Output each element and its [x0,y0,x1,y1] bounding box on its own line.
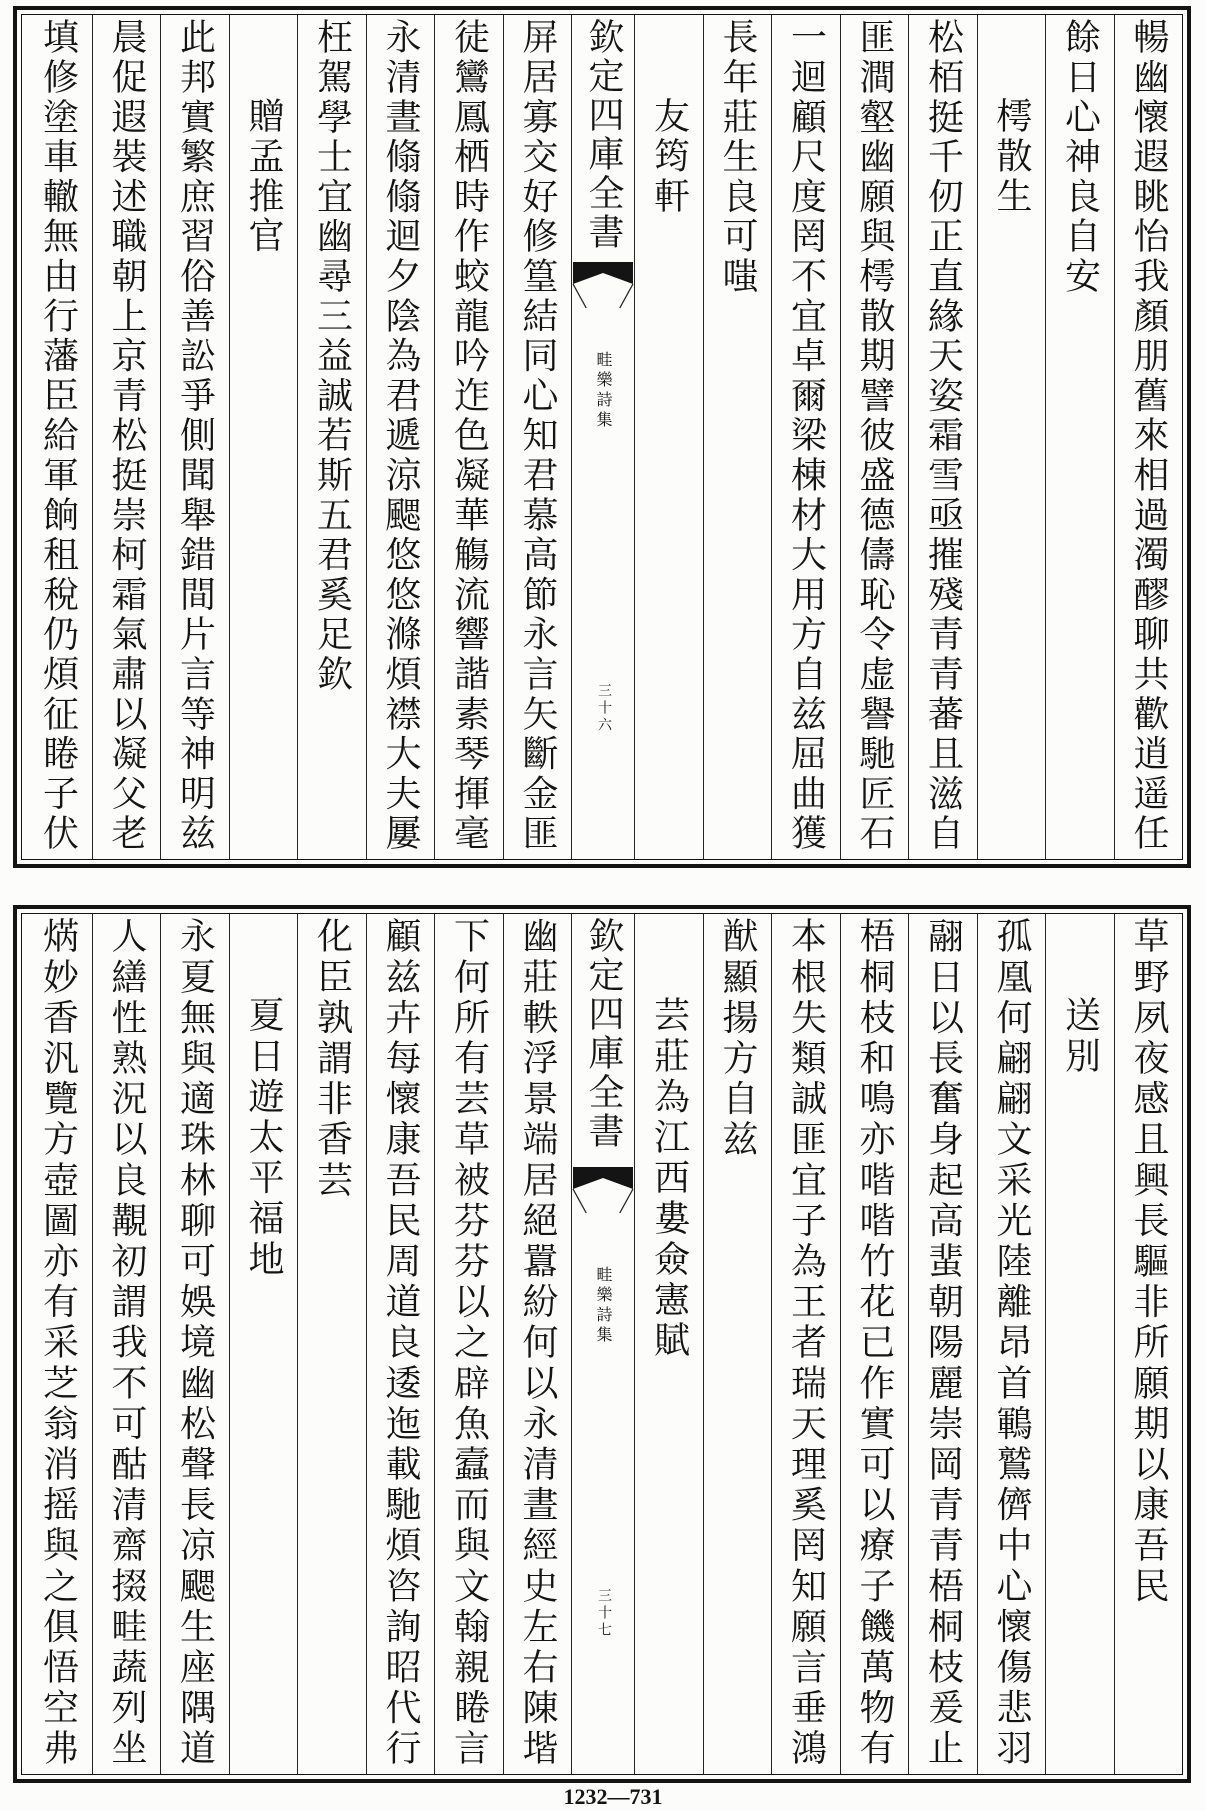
page-number: 三十七 [596,1588,612,1639]
fish-tail-line-left [573,1189,586,1213]
poem-title: 送別 [1045,914,1114,1774]
text-column: 永清晝翛翛迴夕陰為君遞涼颸悠悠滌煩襟大夫屢 [366,15,435,859]
fish-tail-mark [572,1167,634,1227]
text-column: 永夏無與適珠林聊可娛境幽松聲長凉颸生座隅道 [160,914,229,1774]
text-column: 下何所有芸草被芬芬以之辟魚蠧而與文翰親睠言 [434,914,503,1774]
book-title: 畦樂詩集 [594,1266,613,1346]
text-column: 焫妙香汎覽方壺圖亦有采芝翁消摇與之俱悟空弗 [37,917,79,1770]
text-column: 化臣孰謂非香芸 [297,914,366,1774]
text-column: 梧桐枝和鳴亦喈喈竹花已作實可以療子饑萬物有 [840,914,909,1774]
text-column: 一迴顧尺度罔不宜卓爾梁棟材大用方自兹屈曲獲 [771,15,840,859]
poem-title: 贈孟推官 [229,15,298,859]
footer-page-code: 1232—731 [563,1784,663,1809]
column-grid [22,15,1182,859]
collection-header: 欽定四庫全書 [583,18,624,252]
poem-title: 樗散生 [977,15,1046,859]
poem-title: 夏日遊太平福地 [229,914,298,1774]
poem-title: 芸莊為江西婁僉憲賦 [634,914,703,1774]
text-column: 長年莊生良可嗤 [703,15,772,859]
text-column: 餘日心神良自安 [1045,15,1114,859]
center-column [571,914,634,1774]
poem-title: 友筠軒 [634,15,703,859]
fish-tail-line-right [620,284,633,308]
text-column: 本根失類誠匪宜子為王者瑞天理奚罔知願言垂鴻 [771,914,840,1774]
text-column: 填修塗車轍無由行藩臣給軍餉租稅仍煩征睠子伏 [37,18,79,854]
text-column: 松栢挺千仞正直緣天姿霜雪亟摧殘青青蕃且滋自 [908,15,977,859]
text-column: 翮日以長奮身起高蜚朝陽麗崇岡青青梧桐枝爰止 [908,914,977,1774]
page-inner-frame [21,14,1183,860]
fish-tail-line-left [573,284,586,308]
text-column: 幽莊軼浮景端居絕囂紛何以永清晝經史左右陳堦 [503,914,572,1774]
text-column: 孤凰何翩翩文采光陸離昂首鶤鷲儕中心懷傷悲羽 [977,914,1046,1774]
text-column: 枉駕學士宜幽尋三益誠若斯五君奚足欽 [297,15,366,859]
fish-tail-line-right [620,1189,633,1213]
page-number: 三十六 [596,683,612,734]
book-title: 畦樂詩集 [594,351,613,431]
collection-header: 欽定四庫全書 [583,917,624,1151]
fish-tail-mark [572,262,634,322]
text-column: 猷顯揚方自兹 [703,914,772,1774]
text-column: 人繕性熟況以良覯初謂我不可酤清齋掇畦蔬列坐 [92,914,161,1774]
text-column: 屏居寡交好修篁結同心知君慕高節永言矢斷金匪 [503,15,572,859]
text-column: 徒鸞鳳栖時作蛟龍吟迮色凝華觴流響諧素琴揮毫 [434,15,503,859]
fish-tail-band [573,1167,633,1189]
fish-tail-band [573,262,633,284]
text-column: 草野夙夜感且興長驅非所願期以康吾民 [1114,914,1183,1774]
center-column [571,15,634,859]
text-column: 此邦實繁庶習俗善訟爭側聞舉錯間片言等神明兹 [160,15,229,859]
text-column: 顧兹卉每懷康吾民周道良逶迤載馳煩咨詢昭代行 [366,914,435,1774]
text-column: 暢幽懷遐眺怡我顏朋舊來相過濁醪聊共歡逍遥任 [1114,15,1183,859]
text-column: 匪澗壑幽願與樗散期譬彼盛德儔恥令虚譽馳匠石 [840,15,909,859]
page-inner-frame [21,913,1183,1775]
page-panel [13,6,1191,868]
page-panel [13,905,1191,1783]
column-grid [22,914,1182,1774]
text-column: 晨促遐裝述職朝上京青松挺崇柯霜氣肅以凝父老 [92,15,161,859]
